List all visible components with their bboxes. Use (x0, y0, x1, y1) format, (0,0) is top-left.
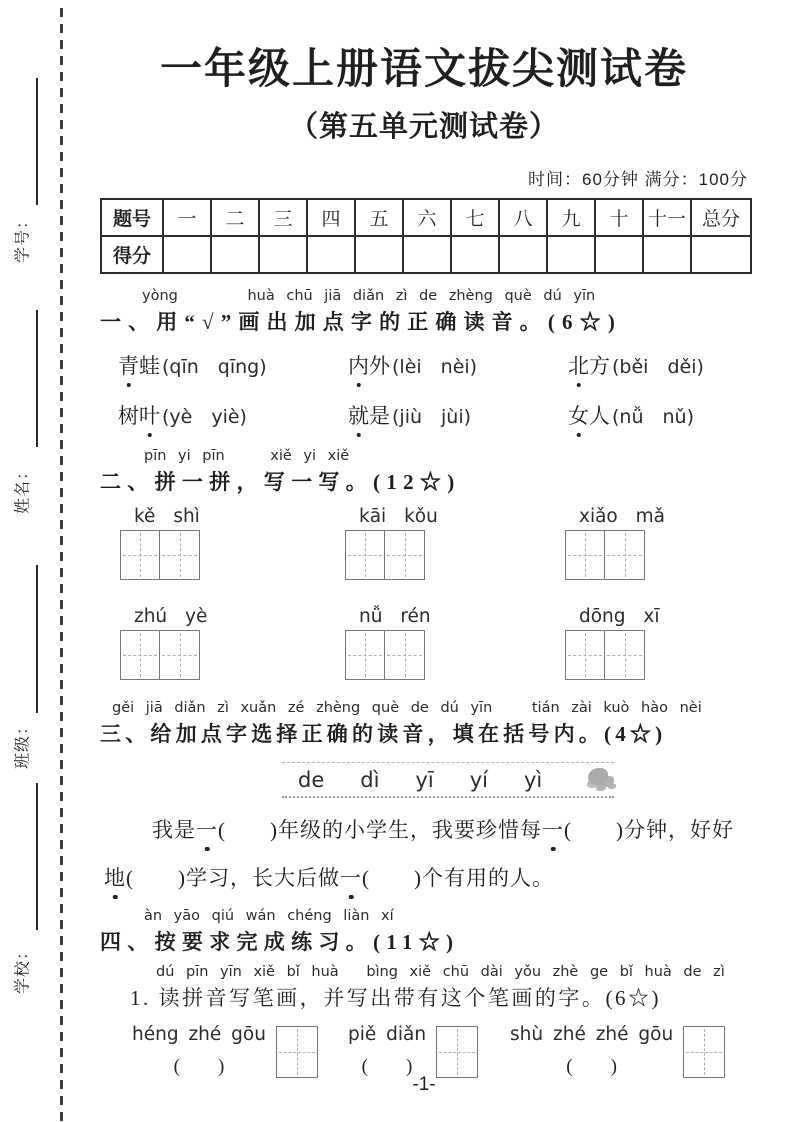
tianzige-cell (605, 530, 645, 580)
q1-item-word (118, 354, 160, 378)
q2-writing-grids (100, 506, 748, 680)
score-table-header-row (101, 199, 751, 236)
score-empty-cell (691, 236, 751, 273)
q1-item-options: (qīn qīng) (162, 356, 267, 378)
score-empty-cell (499, 236, 547, 273)
tianzige-cell (565, 630, 605, 680)
tianzige-cell (160, 630, 200, 680)
q4-sub1-pinyin-row (156, 964, 748, 980)
dotted-char: 一 (340, 862, 362, 892)
sentence-text: ( )学习，长大后做 (126, 866, 340, 890)
q2-grid-pinyin-label: kāi kǒu (359, 506, 438, 527)
q2-pinyin-row (100, 448, 748, 464)
score-table-score-row (101, 236, 751, 273)
dotted-char: 女 (568, 400, 589, 430)
tianzige-cell (683, 1026, 725, 1078)
q1-item (568, 400, 748, 430)
score-empty-cell (403, 236, 451, 273)
char: 树 (118, 404, 139, 428)
char: 是 (369, 404, 390, 428)
sentence-text: ( )个有用的人。 (362, 866, 554, 890)
name-label: 姓名： (14, 463, 32, 515)
q4-stroke-text (132, 1024, 266, 1078)
tianzige-cell (120, 630, 160, 680)
q1-item-word (348, 354, 390, 378)
q2-grid-pinyin-label: zhú yè (134, 606, 208, 627)
main-content (100, 0, 748, 1078)
q4-stroke-paren: ( ) (173, 1056, 225, 1077)
score-empty-cell (595, 236, 643, 273)
score-label-cell: 得分 (101, 236, 163, 273)
q4-stroke-group (348, 1024, 478, 1078)
score-empty-cell (307, 236, 355, 273)
q3-bank-option: yí (469, 767, 488, 792)
score-header-cell: 九 (547, 199, 595, 236)
tianzige-cell (385, 630, 425, 680)
tianzige-grid (345, 630, 565, 680)
score-header-cell: 六 (403, 199, 451, 236)
tianzige-cell (345, 530, 385, 580)
q4-stroke-pinyin: shù zhé zhé gōu (510, 1024, 674, 1045)
q3-bank-option: dì (360, 767, 380, 792)
time-score-info: 时间：60分钟 满分：100分 (528, 170, 748, 189)
q4-stroke-text (510, 1024, 673, 1078)
q1-pinyin-part1: yòng (142, 288, 178, 304)
q2-grid-pinyin-label: kě shì (134, 506, 200, 527)
dotted-char: 一 (196, 814, 218, 844)
score-header-cell: 八 (499, 199, 547, 236)
q4-stroke-pinyin: héng zhé gōu (132, 1024, 266, 1045)
q1-item (118, 400, 348, 430)
school-blank-line (36, 783, 38, 930)
ink-smudge (588, 768, 608, 785)
paper-title: 一年级上册语文拔尖测试卷 (159, 45, 688, 92)
q1-item (348, 400, 568, 430)
q4-stroke-group (510, 1024, 725, 1078)
q1-item (118, 350, 348, 380)
q3-pinyin-part2: tián zài kuò hào nèi (531, 700, 702, 716)
q4-stroke-group (132, 1024, 318, 1078)
q2-pinyin-part1: pīn yi pīn (144, 448, 225, 464)
char: 方 (589, 354, 610, 378)
student-id-blank-line (36, 78, 38, 205)
q1-item-word (568, 354, 610, 378)
q3-bank-option: yì (523, 767, 543, 792)
q2-pinyin-part2: xiě yi xiě (270, 448, 350, 464)
question-2 (100, 448, 748, 680)
q4-stroke-paren: ( ) (361, 1056, 413, 1077)
q2-grid-group (345, 506, 565, 580)
score-empty-cell (355, 236, 403, 273)
q1-item-options: (nǚ nǔ) (612, 406, 694, 428)
q1-pinyin-row (100, 288, 748, 304)
q3-bank-option: yī (415, 767, 434, 792)
score-header-cell: 三 (259, 199, 307, 236)
name-blank-line (36, 310, 38, 447)
student-id-label: 学号： (14, 212, 32, 264)
q3-pinyin-part1: gěi jiā diǎn zì xuǎn zé zhèng què de dú yīn (112, 700, 493, 716)
q4-sub1-heading: 1. 读拼音写笔画，并写出带有这个笔画的字。(6☆) (130, 986, 662, 1010)
char: 人 (589, 404, 610, 428)
score-header-cell: 十一 (643, 199, 691, 236)
question-4-sub1 (100, 964, 748, 1012)
score-header-cell: 总分 (691, 199, 751, 236)
dotted-char: 就 (348, 400, 369, 430)
score-header-cell: 十 (595, 199, 643, 236)
tianzige-cell (345, 630, 385, 680)
char: 外 (369, 354, 390, 378)
q1-item-options: (lèi nèi) (392, 356, 478, 378)
score-header-cell: 二 (211, 199, 259, 236)
q4-stroke-text (348, 1024, 426, 1078)
q2-grid-group (345, 606, 565, 680)
score-header-cell: 四 (307, 199, 355, 236)
class-blank-line (36, 565, 38, 713)
q1-item-options: (jiù jùi) (392, 406, 472, 428)
q1-item-word (348, 404, 390, 428)
tianzige-grid (120, 630, 345, 680)
q3-heading: 三、给加点字选择正确的读音，填在括号内。(4☆) (100, 722, 667, 746)
char: 蛙 (139, 354, 160, 378)
dotted-char: 青 (118, 350, 139, 380)
score-empty-cell (211, 236, 259, 273)
tianzige-cell (385, 530, 425, 580)
class-label: 班级： (14, 718, 32, 770)
page-number: -1- (412, 1074, 436, 1095)
q4-stroke-paren: ( ) (566, 1056, 617, 1077)
paper-subtitle: （第五单元测试卷） (288, 111, 559, 143)
q2-grid-pinyin-label: dōng xī (579, 606, 660, 627)
q2-grid-group (565, 606, 748, 680)
score-header-cell: 一 (163, 199, 211, 236)
tianzige-cell (160, 530, 200, 580)
q2-grid-group (120, 606, 345, 680)
sentence-text: ( )分钟，好好 (564, 818, 734, 842)
q3-sentence-line2 (100, 862, 748, 892)
q1-item-options: (yè yiè) (162, 406, 247, 428)
tianzige-cell (276, 1026, 318, 1078)
score-empty-cell (163, 236, 211, 273)
q1-heading: 一、用“√”画出加点字的正确读音。(6☆) (100, 310, 622, 334)
dotted-char: 一 (542, 814, 564, 844)
tianzige-cell (436, 1026, 478, 1078)
q1-item-word (568, 404, 610, 428)
q1-item (568, 350, 748, 380)
tianzige-cell (120, 530, 160, 580)
q4-sub1-pinyin-part2: bìng xiě chū dài yǒu zhè ge bǐ huà de zì (366, 964, 725, 980)
q2-grid-group (565, 506, 748, 580)
seal-dashed-line (60, 8, 63, 1122)
q2-heading: 二、拼一拼，写一写。(12☆) (100, 470, 461, 494)
q1-items (100, 350, 748, 430)
question-4 (100, 908, 748, 1078)
question-3 (100, 700, 748, 892)
q3-word-bank (282, 762, 614, 798)
q4-heading: 四、按要求完成练习。(11☆) (100, 930, 460, 954)
q1-item (348, 350, 568, 380)
q4-stroke-pinyin: piě diǎn (347, 1024, 427, 1045)
tianzige-grid (345, 530, 565, 580)
tianzige-grid (565, 530, 748, 580)
q4-pinyin-part1: àn yāo qiú wán chéng liàn xí (144, 908, 394, 924)
q2-grid-pinyin-label: nǚ rén (359, 606, 431, 627)
score-header-cell: 七 (451, 199, 499, 236)
dotted-char: 北 (568, 350, 589, 380)
sentence-text: ( )年级的小学生，我要珍惜每 (218, 818, 542, 842)
q3-bank-option: de (298, 767, 325, 792)
dotted-char: 叶 (139, 400, 160, 430)
score-header-cell: 五 (355, 199, 403, 236)
q4-sub1-pinyin-part1: dú pīn yīn xiě bǐ huà (156, 964, 339, 980)
score-table-corner: 题号 (101, 199, 163, 236)
tianzige-grid (565, 630, 748, 680)
score-empty-cell (643, 236, 691, 273)
sentence-text: 我是 (152, 818, 196, 842)
score-empty-cell (451, 236, 499, 273)
score-empty-cell (547, 236, 595, 273)
q4-pinyin-row (100, 908, 748, 924)
q2-grid-pinyin-label: xiǎo mǎ (579, 506, 665, 527)
dotted-char: 地 (104, 862, 126, 892)
q3-pinyin-row (100, 700, 748, 716)
tianzige-cell (605, 630, 645, 680)
dotted-char: 内 (348, 350, 369, 380)
school-label: 学校： (14, 943, 32, 995)
q1-pinyin-part2: huà chū jiā diǎn zì de zhèng què dú yīn (247, 288, 596, 304)
q4-stroke-row (100, 1024, 748, 1078)
q1-item-word (118, 404, 160, 428)
q2-grid-group (120, 506, 345, 580)
q1-item-options: (běi děi) (612, 356, 704, 378)
tianzige-cell (565, 530, 605, 580)
tianzige-grid (120, 530, 345, 580)
score-empty-cell (259, 236, 307, 273)
score-table (100, 198, 752, 274)
q3-sentence-line1 (100, 814, 748, 844)
question-1 (100, 288, 748, 430)
